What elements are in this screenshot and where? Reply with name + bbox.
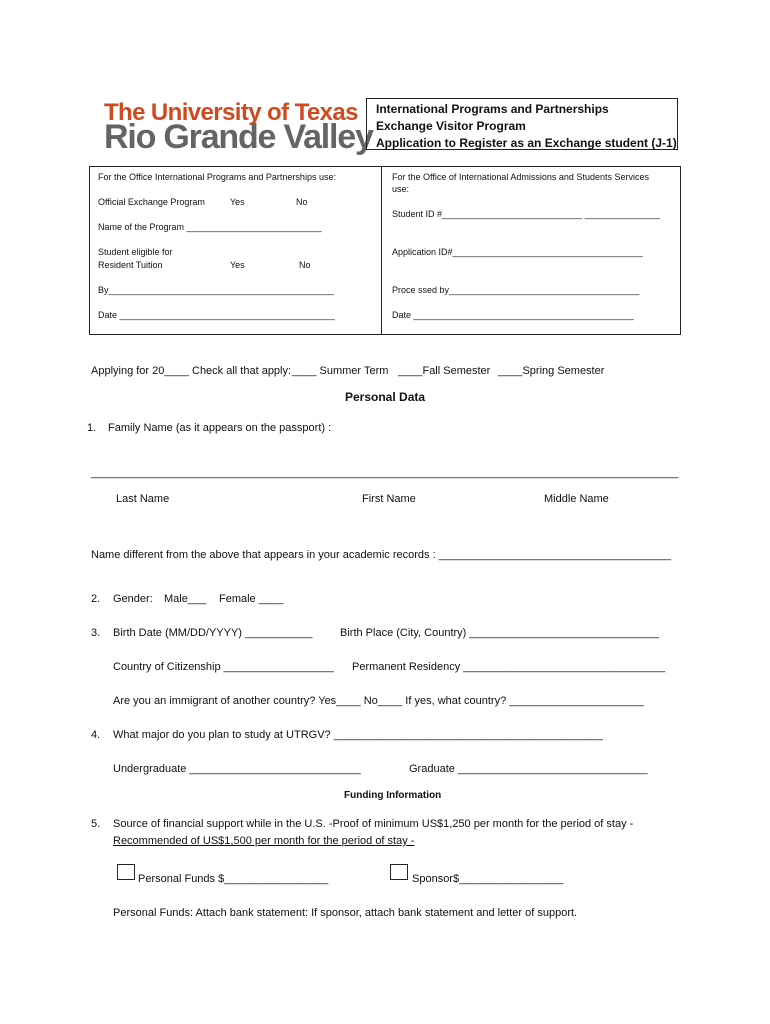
form-title-box — [366, 98, 678, 150]
resident-tuition-label-2: Resident Tuition — [98, 260, 163, 270]
fall-semester-option[interactable]: ____Fall Semester — [398, 365, 491, 377]
q5-number: 5. — [91, 818, 101, 830]
title-line-2: Exchange Visitor Program — [376, 119, 526, 133]
gender-male-field[interactable]: Male___ — [164, 593, 207, 605]
q1-number: 1. — [87, 422, 97, 434]
office-use-box — [89, 166, 681, 335]
ias-date-field[interactable]: Date ____________________________________________ — [392, 310, 634, 320]
funding-heading: Funding Information — [344, 790, 442, 801]
processed-by-field[interactable]: Proce ssed by______________________________________ — [392, 285, 640, 295]
attach-statement-note: Personal Funds: Attach bank statement: If sponsor, attach bank statement and letter of support. — [113, 907, 578, 919]
major-field[interactable]: What major do you plan to study at UTRGV? ____________________________________________ — [113, 729, 603, 741]
resident-tuition-no[interactable]: No — [299, 260, 311, 270]
official-exchange-label: Official Exchange Program — [98, 197, 205, 207]
immigrant-question[interactable]: Are you an immigrant of another country? Yes____ No____ If yes, what country? ______________________ — [113, 695, 644, 707]
ias-office-heading-1: For the Office of International Admissions and Students Services — [392, 172, 649, 182]
spring-semester-option[interactable]: ____Spring Semester — [498, 365, 605, 377]
undergraduate-field[interactable]: Undergraduate ____________________________ — [113, 763, 361, 775]
student-id-field[interactable]: Student ID #____________________________ _______________ — [392, 209, 660, 219]
permanent-residency-field[interactable]: Permanent Residency _________________________________ — [352, 661, 666, 673]
gender-label: Gender: — [113, 593, 153, 605]
q4-number: 4. — [91, 729, 101, 741]
sponsor-field[interactable]: Sponsor$_________________ — [412, 873, 564, 885]
title-line-3: Application to Register as an Exchange student (J-1) — [376, 136, 677, 150]
gender-female-field[interactable]: Female ____ — [219, 593, 284, 605]
family-name-label: Family Name (as it appears on the passport) : — [108, 422, 332, 434]
q2-number: 2. — [91, 593, 101, 605]
personal-funds-field[interactable]: Personal Funds $_________________ — [138, 873, 329, 885]
official-exchange-no[interactable]: No — [296, 197, 308, 207]
ipp-date-field[interactable]: Date ___________________________________________ — [98, 310, 335, 320]
recommended-amount-text: Recommended of US$1,500 per month for the period of stay - — [113, 835, 415, 847]
sponsor-checkbox[interactable] — [390, 864, 408, 880]
applying-year-field[interactable]: Applying for 20____ — [91, 365, 189, 377]
birth-date-field[interactable]: Birth Date (MM/DD/YYYY) ___________ — [113, 627, 313, 639]
first-name-label: First Name — [362, 493, 416, 505]
birth-place-field[interactable]: Birth Place (City, Country) _______________________________ — [340, 627, 660, 639]
ias-office-heading-2: use: — [392, 184, 410, 194]
check-all-label: Check all that apply: — [192, 365, 292, 377]
university-logo-line1: The University of Texas — [104, 99, 358, 126]
resident-tuition-label-1: Student eligible for — [98, 247, 173, 257]
official-exchange-yes[interactable]: Yes — [230, 197, 245, 207]
personal-funds-checkbox[interactable] — [117, 864, 135, 880]
family-name-line[interactable]: ________________________________________________________________________________________________ — [91, 467, 679, 479]
ipp-office-heading: For the Office International Programs and Partnerships use: — [98, 172, 336, 182]
ipp-by-field[interactable]: By_____________________________________________ — [98, 285, 334, 295]
resident-tuition-yes[interactable]: Yes — [230, 260, 245, 270]
financial-support-text: Source of financial support while in the U.S. -Proof of minimum US$1,250 per month for the period of stay - — [113, 818, 634, 830]
program-name-field[interactable]: Name of the Program ___________________________ — [98, 222, 322, 232]
citizenship-field[interactable]: Country of Citizenship __________________ — [113, 661, 334, 673]
last-name-label: Last Name — [116, 493, 170, 505]
graduate-field[interactable]: Graduate _______________________________ — [409, 763, 648, 775]
name-different-field[interactable]: Name different from the above that appears in your academic records : ______________________________________ — [91, 549, 672, 561]
title-line-1: International Programs and Partnerships — [376, 102, 609, 116]
office-box-divider — [381, 167, 382, 334]
summer-term-option[interactable]: ____ Summer Term — [292, 365, 389, 377]
university-logo-line2: Rio Grande Valley — [104, 118, 373, 156]
q3-number: 3. — [91, 627, 101, 639]
application-id-field[interactable]: Application ID#______________________________________ — [392, 247, 643, 257]
middle-name-label: Middle Name — [544, 493, 609, 505]
personal-data-heading: Personal Data — [345, 390, 426, 404]
